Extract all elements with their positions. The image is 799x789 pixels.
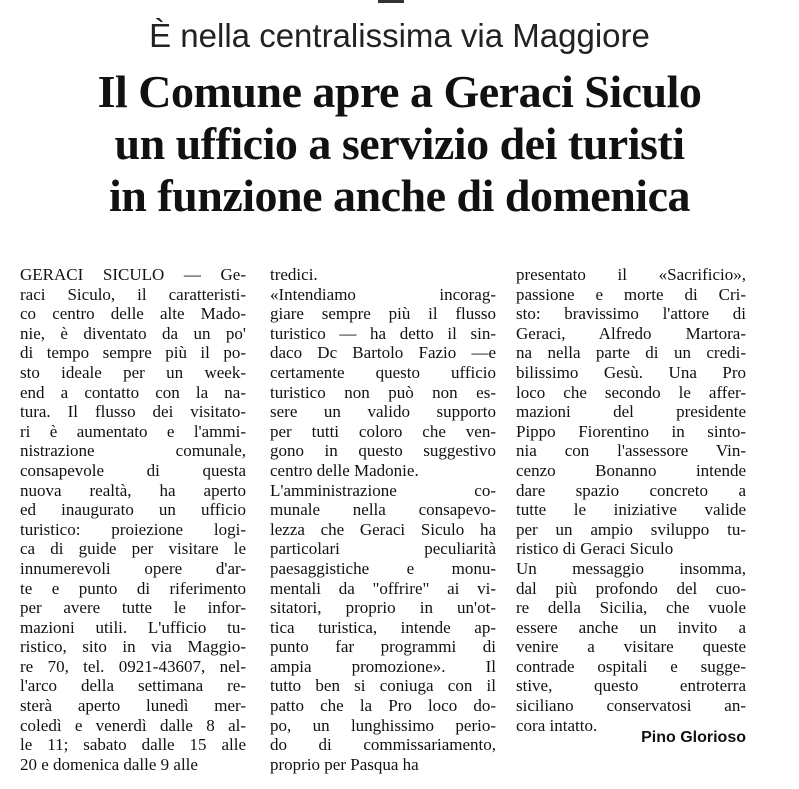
kicker-subheadline: È nella centralissima via Maggiore <box>149 17 650 54</box>
article-line: daco Dc Bartolo Fazio —e <box>270 343 496 363</box>
article-line: ed inaugurato un ufficio <box>20 500 246 520</box>
article-line: ristico di Geraci Siculo <box>516 539 674 559</box>
article-line: proprio per Pasqua ha <box>270 754 419 774</box>
author-byline: Pino Glorioso <box>641 729 746 746</box>
article-line: punto far programmi di <box>270 637 496 657</box>
article-line: mazioni utili. L'ufficio tu- <box>20 617 246 637</box>
article-line: nia con l'assessore Vin- <box>516 441 746 461</box>
article-line: tura. Il flusso dei visitato- <box>20 402 246 422</box>
article-line: cora intatto. <box>516 715 598 735</box>
article-line: nie, è diventato da un po' <box>20 323 246 343</box>
article-line: «Intendiamo incorag- <box>270 284 496 304</box>
article-line: turistico non può non es- <box>270 382 496 402</box>
article-line: paesaggistiche e monu- <box>270 558 496 578</box>
article-line: l'arco della settimana re- <box>20 676 246 696</box>
article-line: per un ampio sviluppo tu- <box>516 519 746 539</box>
article-line: tica turistica, intende ap- <box>270 617 496 637</box>
article-line: gono in questo suggestivo <box>270 441 496 461</box>
article-line: dare spazio concreto a <box>516 480 746 500</box>
article-line: siciliano conservatosi an- <box>516 696 746 716</box>
article-line: turistico — ha detto il sin- <box>270 323 496 343</box>
article-line: turistico: proiezione logi- <box>20 519 246 539</box>
top-edge-mark <box>378 0 404 3</box>
article-line: le 11; sabato dalle 15 alle <box>20 735 246 755</box>
article-line: di tempo sempre più il po- <box>20 343 246 363</box>
article-line: innumerevoli opere d'ar- <box>20 558 246 578</box>
article-line: patto che la Pro loco do- <box>270 696 496 716</box>
article-line: sitatori, proprio in un'ot- <box>270 598 496 618</box>
article-line: ristico, sito in via Maggio- <box>20 637 246 657</box>
article-line: per avere tutte le infor- <box>20 598 246 618</box>
article-line: na nella parte di un credi- <box>516 343 746 363</box>
article-line: passione e morte di Cri- <box>516 284 746 304</box>
article-line: co centro delle alte Mado- <box>20 304 246 324</box>
article-line: po, un lunghissimo perio- <box>270 715 496 735</box>
article-line: Un messaggio insomma, <box>516 558 746 578</box>
article-column-3 <box>516 265 746 735</box>
headline-line-3: in funzione anche di domenica <box>108 170 690 221</box>
headline-line-2: un ufficio a servizio dei turisti <box>114 118 685 169</box>
article-line: nuova realtà, ha aperto <box>20 480 246 500</box>
article-line: sto ideale per un week- <box>20 362 246 382</box>
article-line: ca di guide per visitare le <box>20 539 246 559</box>
article-line: GERACI SICULO — Ge- <box>20 265 246 284</box>
article-column-2 <box>270 265 496 774</box>
article-line: essere anche un invito a <box>516 617 746 637</box>
article-line: cenzo Bonanno intende <box>516 460 746 480</box>
article-line: ampia promozione». Il <box>270 656 496 676</box>
article-line: per tutti coloro che ven- <box>270 421 496 441</box>
headline-line-1: Il Comune apre a Geraci Siculo <box>97 66 702 117</box>
article-line: nistrazione comunale, <box>20 441 246 461</box>
article-line: loco che secondo le affer- <box>516 382 746 402</box>
article-line: tutte le iniziative valide <box>516 500 746 520</box>
article-line: lezza che Geraci Siculo ha <box>270 519 496 539</box>
article-line: sterà aperto lunedì mer- <box>20 696 246 716</box>
article-line: te e punto di riferimento <box>20 578 246 598</box>
article-line: certamente questo ufficio <box>270 362 496 382</box>
article-line: presentato il «Sacrificio», <box>516 265 746 284</box>
article-line: ri è aumentato e l'ammi- <box>20 421 246 441</box>
article-line: L'amministrazione co- <box>270 480 496 500</box>
article-line: sto: bravissimo l'attore di <box>516 304 746 324</box>
article-line: giare sempre più il flusso <box>270 304 496 324</box>
article-line: mazioni del presidente <box>516 402 746 422</box>
article-column-1 <box>20 265 246 774</box>
article-line: sere un valido supporto <box>270 402 496 422</box>
article-line: tutto ben si coniuga con il <box>270 676 496 696</box>
headline <box>0 66 799 222</box>
article-line: stive, questo entroterra <box>516 676 746 696</box>
article-line: venire a visitare queste <box>516 637 746 657</box>
article-line: end a contatto con la na- <box>20 382 246 402</box>
article-line: 20 e domenica dalle 9 alle <box>20 754 198 774</box>
article-line: centro delle Madonie. <box>270 460 419 480</box>
article-line: contrade ospitali e sugge- <box>516 656 746 676</box>
article-line: do di commissariamento, <box>270 735 496 755</box>
article-line: consapevole di questa <box>20 460 246 480</box>
article-line: Geraci, Alfredo Martora- <box>516 323 746 343</box>
article-line: raci Siculo, il caratteristi- <box>20 284 246 304</box>
article-line: re 70, tel. 0921-43607, nel- <box>20 656 246 676</box>
article-line: coledì e venerdì dalle 8 al- <box>20 715 246 735</box>
article-line: dal più profondo del cuo- <box>516 578 746 598</box>
article-line: bilissimo Gesù. Una Pro <box>516 362 746 382</box>
article-line: mentali da "offrire" ai vi- <box>270 578 496 598</box>
article-line: particolari peculiarità <box>270 539 496 559</box>
article-line: tredici. <box>270 265 318 284</box>
article-line: Pippo Fiorentino in sinto- <box>516 421 746 441</box>
article-line: munale nella consapevo- <box>270 500 496 520</box>
article-line: re della Sicilia, che vuole <box>516 598 746 618</box>
